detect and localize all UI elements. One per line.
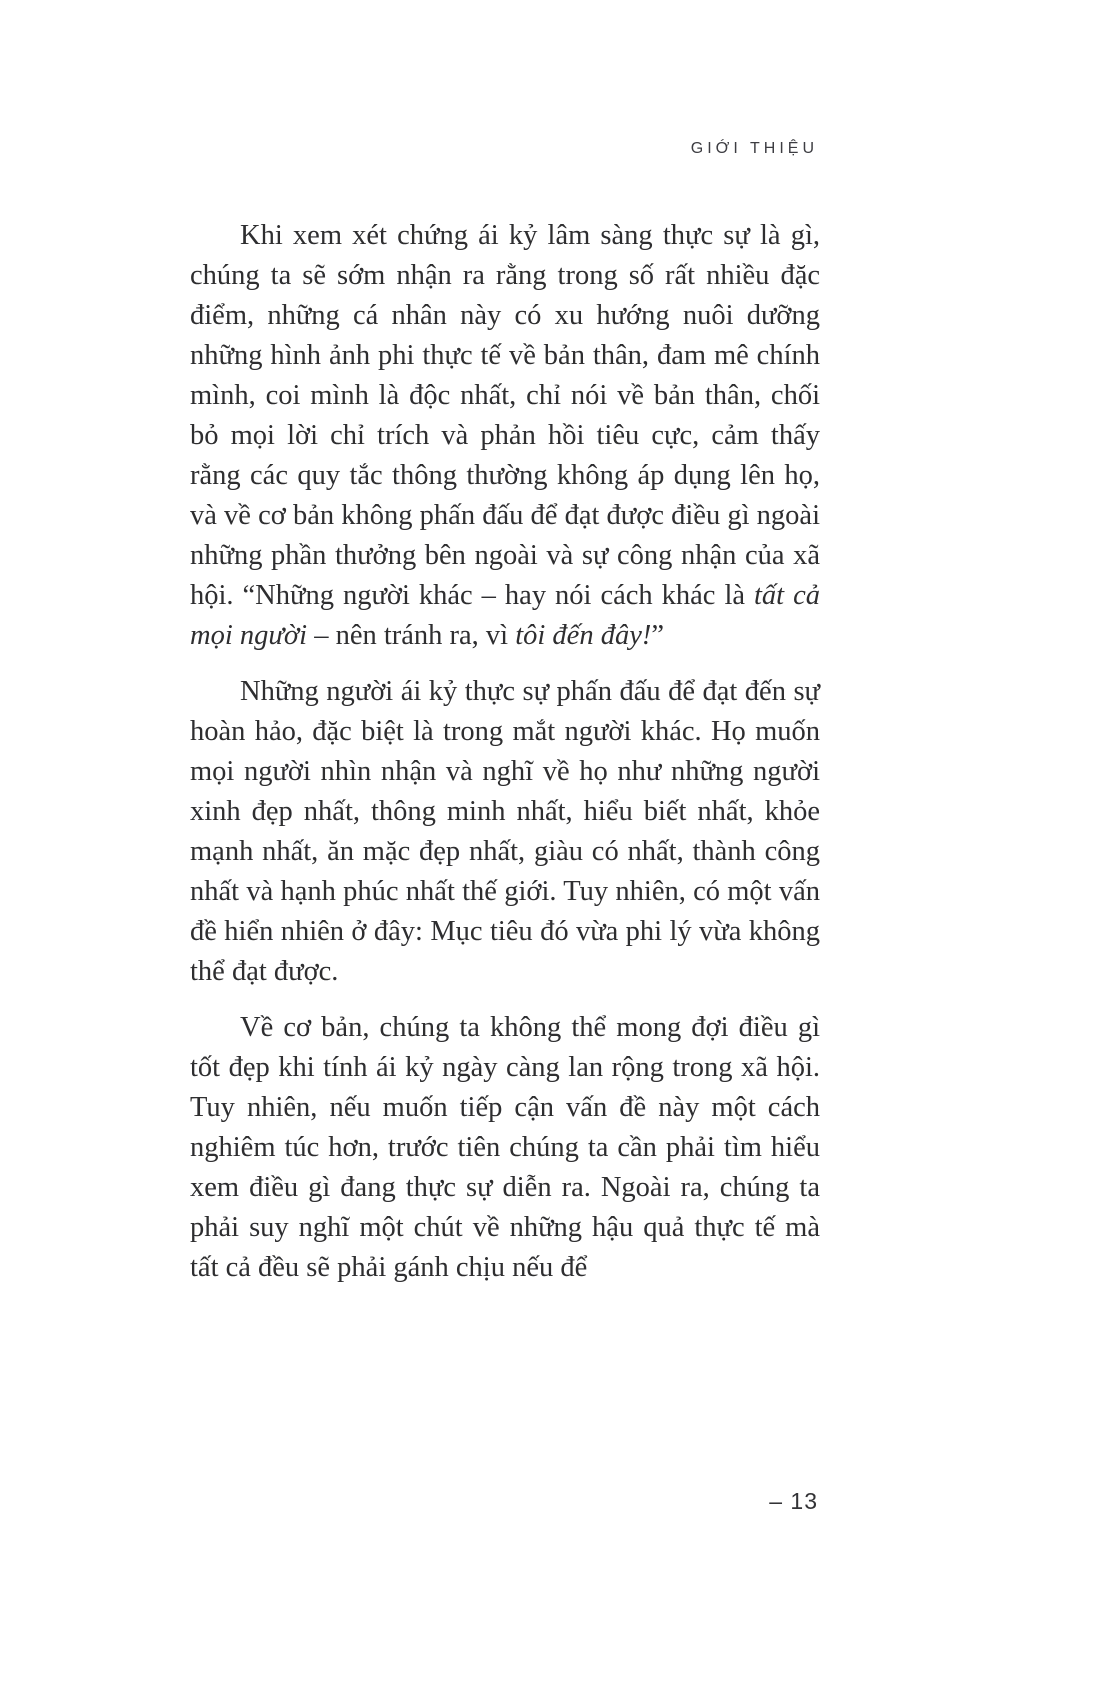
running-header: GIỚI THIỆU <box>690 140 818 157</box>
text-segment: ” <box>651 620 665 651</box>
text-segment: Khi xem xét chứng ái kỷ lâm sàng thực sự là gì, chúng ta sẽ sớm nhận ra rằng trong số rất nhiều đặc điểm, những cá nhân này có xu hướng nuôi dưỡng những hình ảnh phi thực tế về bản thân, đam mê chính mình, coi mình là độc nhất, chỉ nói về bản thân, chối bỏ mọi lời chỉ trích và phản hồi tiêu cực, cảm thấy rằng các quy tắc thông thường không áp dụng lên họ, và về cơ bản không phấn đấu để đạt được điều gì ngoài những phần thưởng bên ngoài và sự công nhận của xã hội. “Những người khác – hay nói cách khác là <box>190 220 820 611</box>
body-text-block <box>190 216 820 1304</box>
page-number: – 13 <box>769 1488 818 1514</box>
paragraph <box>190 1008 820 1288</box>
text-segment: Những người ái kỷ thực sự phấn đấu để đạt đến sự hoàn hảo, đặc biệt là trong mắt người khác. Họ muốn mọi người nhìn nhận và nghĩ về họ như những người xinh đẹp nhất, thông minh nhất, hiểu biết nhất, khỏe mạnh nhất, ăn mặc đẹp nhất, giàu có nhất, thành công nhất và hạnh phúc nhất thế giới. Tuy nhiên, có một vấn đề hiển nhiên ở đây: Mục tiêu đó vừa phi lý vừa không thể đạt được. <box>190 676 820 987</box>
italic-text-segment: tất cả mọi người <box>190 580 820 651</box>
paragraph <box>190 216 820 656</box>
text-segment: – nên tránh ra, vì <box>307 620 516 651</box>
text-segment: Về cơ bản, chúng ta không thể mong đợi điều gì tốt đẹp khi tính ái kỷ ngày càng lan rộng trong xã hội. Tuy nhiên, nếu muốn tiếp cận vấn đề này một cách nghiêm túc hơn, trước tiên chúng ta cần phải tìm hiểu xem điều gì đang thực sự diễn ra. Ngoài ra, chúng ta phải suy nghĩ một chút về những hậu quả thực tế mà tất cả đều sẽ phải gánh chịu nếu để <box>190 1012 820 1283</box>
paragraph <box>190 672 820 992</box>
italic-text-segment: tôi đến đây! <box>515 620 652 651</box>
